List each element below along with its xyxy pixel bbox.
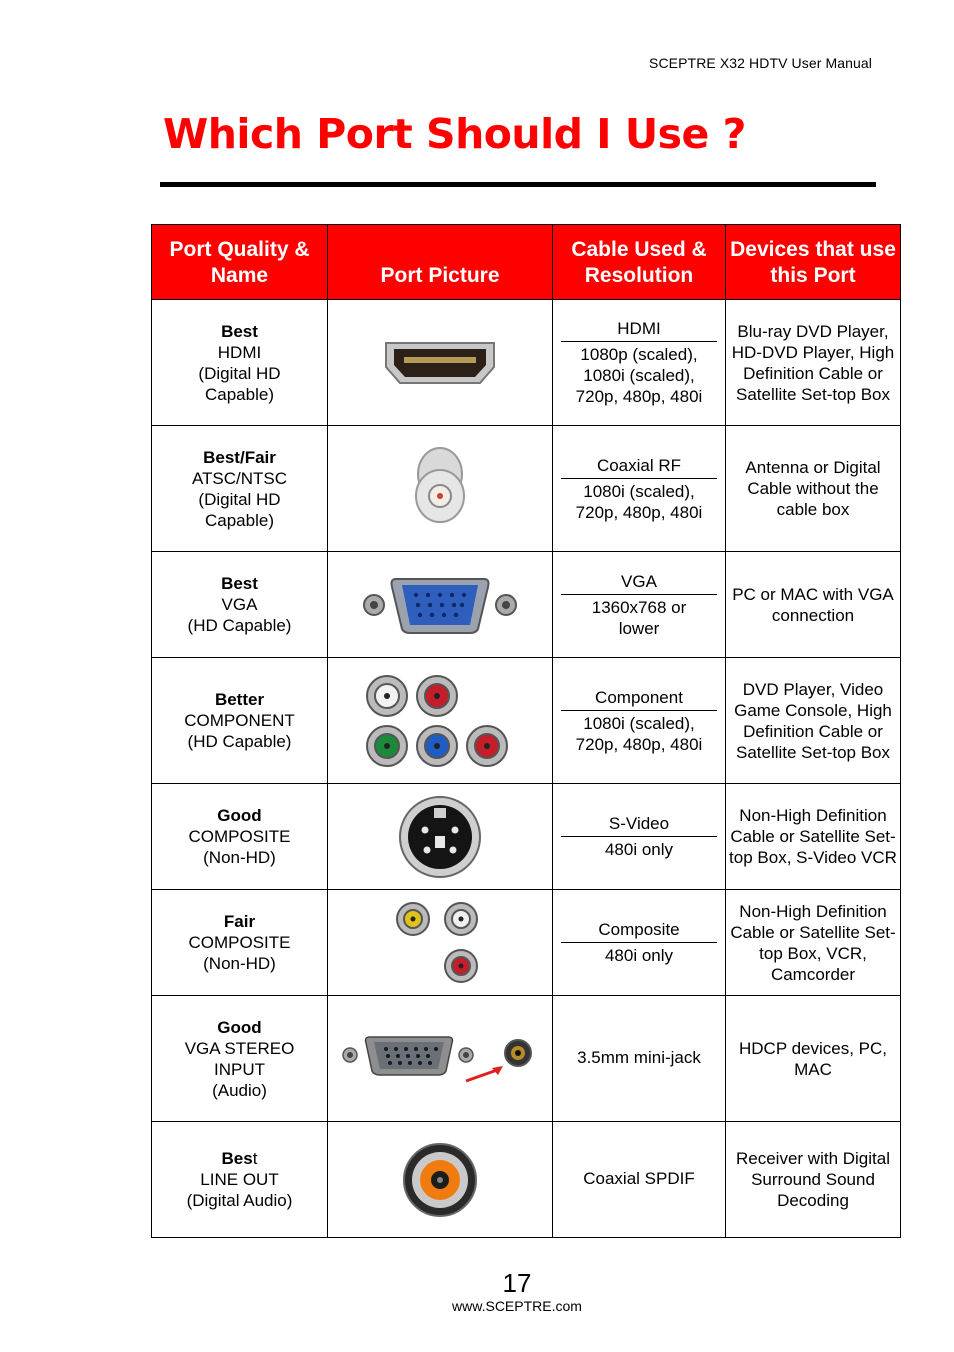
quality-label: Best: [221, 574, 258, 593]
port-name-line: (Digital Audio): [186, 1191, 293, 1210]
cable-name: 3.5mm mini-jack: [577, 1048, 701, 1067]
quality-cell: [152, 658, 328, 784]
page-number: 17: [502, 1268, 532, 1298]
port-name-line: (Non-HD): [203, 848, 276, 867]
table-row: [152, 996, 901, 1122]
cable-name: S-Video: [561, 813, 717, 837]
column-header-devices: Devices that use this Port: [726, 225, 901, 300]
cable-cell: [553, 996, 726, 1122]
picture-cell: [328, 552, 553, 658]
cable-name: Composite: [561, 919, 717, 943]
manual-header-title: SCEPTRE X32 HDTV User Manual: [649, 55, 872, 71]
picture-cell: [328, 426, 553, 552]
cable-name: Coaxial SPDIF: [583, 1169, 695, 1188]
cable-cell: [553, 1122, 726, 1238]
devices-cell: PC or MAC with VGA connection: [726, 552, 901, 658]
port-name-line: ATSC/NTSC: [191, 468, 288, 488]
port-name-line: (Audio): [212, 1080, 267, 1100]
composite-ports-icon: [395, 900, 485, 986]
port-name-line: HDMI: [217, 342, 262, 362]
port-name-line: COMPOSITE: [188, 933, 291, 952]
devices-cell: Blu-ray DVD Player, HD-DVD Player, High Definition Cable or Satellite Set-top Box: [726, 300, 901, 426]
port-name-line: (HD Capable): [187, 732, 292, 751]
devices-cell: Non-High Definition Cable or Satellite Set-top Box, S-Video VCR: [726, 784, 901, 890]
port-name-line: (Digital HD: [198, 489, 281, 509]
table-row: [152, 784, 901, 890]
quality-label: Good: [217, 1017, 262, 1037]
table-row: [152, 300, 901, 426]
resolution: 1080i (scaled), 720p, 480p, 480i: [575, 481, 703, 522]
cable-cell: [553, 658, 726, 784]
port-name-line: Capable): [205, 384, 274, 404]
cable-name: VGA: [561, 571, 717, 595]
quality-cell: [152, 426, 328, 552]
column-header-quality: Port Quality & Name: [152, 225, 328, 300]
cable-cell: [553, 890, 726, 996]
port-name-line: VGA STEREO: [184, 1038, 295, 1058]
port-name-line: COMPOSITE: [188, 827, 291, 846]
table-row: [152, 1122, 901, 1238]
quality-cell: [152, 890, 328, 996]
port-name-line: COMPONENT: [184, 711, 295, 730]
quality-cell: [152, 784, 328, 890]
component-ports-icon: [365, 671, 515, 771]
cable-cell: [553, 300, 726, 426]
quality-label: Good: [217, 806, 262, 825]
column-header-picture: Port Picture: [328, 225, 553, 300]
port-name-line: VGA: [221, 595, 258, 614]
page-title: Which Port Should I Use ?: [163, 110, 746, 158]
cable-cell: [553, 784, 726, 890]
port-table: [151, 224, 901, 1238]
quality-cell: [152, 552, 328, 658]
port-name-line: LINE OUT: [200, 1170, 279, 1189]
footer-url: www.SCEPTRE.com: [452, 1298, 582, 1314]
vga-port-icon: [360, 575, 520, 635]
devices-cell: Non-High Definition Cable or Satellite Set-top Box, VCR, Camcorder: [726, 890, 901, 996]
quality-cell: Best LINE OUT (Digital Audio): [152, 1122, 328, 1238]
resolution: 1080i (scaled), 720p, 480p, 480i: [575, 713, 703, 754]
devices-cell: HDCP devices, PC, MAC: [726, 996, 901, 1122]
picture-cell: [328, 1122, 553, 1238]
vga-stereo-minijack-icon: [340, 1029, 540, 1089]
devices-cell: Antenna or Digital Cable without the cable box: [726, 426, 901, 552]
hdmi-port-icon: [380, 337, 500, 389]
cable-cell: [553, 426, 726, 552]
devices-cell: DVD Player, Video Game Console, High Definition Cable or Satellite Set-top Box: [726, 658, 901, 784]
s-video-port-icon: [397, 794, 483, 880]
coaxial-rf-port-icon: [405, 444, 475, 534]
cable-name: HDMI: [561, 318, 717, 342]
port-name-line: (HD Capable): [187, 616, 292, 635]
picture-cell: [328, 300, 553, 426]
resolution: 480i only: [604, 946, 674, 965]
port-name-line: (Non-HD): [203, 954, 276, 973]
quality-cell: [152, 996, 328, 1122]
port-name-line: (Digital HD: [198, 363, 281, 383]
title-divider: [160, 182, 876, 187]
picture-cell: [328, 658, 553, 784]
quality-label: Best/Fair: [203, 447, 276, 467]
resolution: 480i only: [604, 840, 674, 859]
picture-cell: [328, 996, 553, 1122]
quality-label: Best: [221, 321, 258, 341]
table-row: [152, 658, 901, 784]
picture-cell: [328, 890, 553, 996]
cable-cell: [553, 552, 726, 658]
cable-name: Coaxial RF: [561, 455, 717, 479]
port-name-line: INPUT: [214, 1059, 265, 1079]
quality-label: Better: [214, 690, 265, 709]
resolution: 1360x768 or lower: [591, 597, 687, 638]
resolution: 1080p (scaled), 1080i (scaled), 720p, 480p, 480i: [575, 345, 703, 406]
table-row: [152, 890, 901, 996]
table-header-row: [152, 225, 901, 300]
coaxial-spdif-port-icon: [400, 1140, 480, 1220]
table-row: [152, 552, 901, 658]
quality-label: Fair: [223, 912, 256, 931]
table-row: [152, 426, 901, 552]
port-name-line: Capable): [205, 510, 274, 530]
picture-cell: [328, 784, 553, 890]
devices-cell: Receiver with Digital Surround Sound Decoding: [726, 1122, 901, 1238]
quality-cell: [152, 300, 328, 426]
column-header-cable: Cable Used & Resolution: [553, 225, 726, 300]
quality-label: Bes: [221, 1149, 253, 1168]
cable-name: Component: [561, 687, 717, 711]
